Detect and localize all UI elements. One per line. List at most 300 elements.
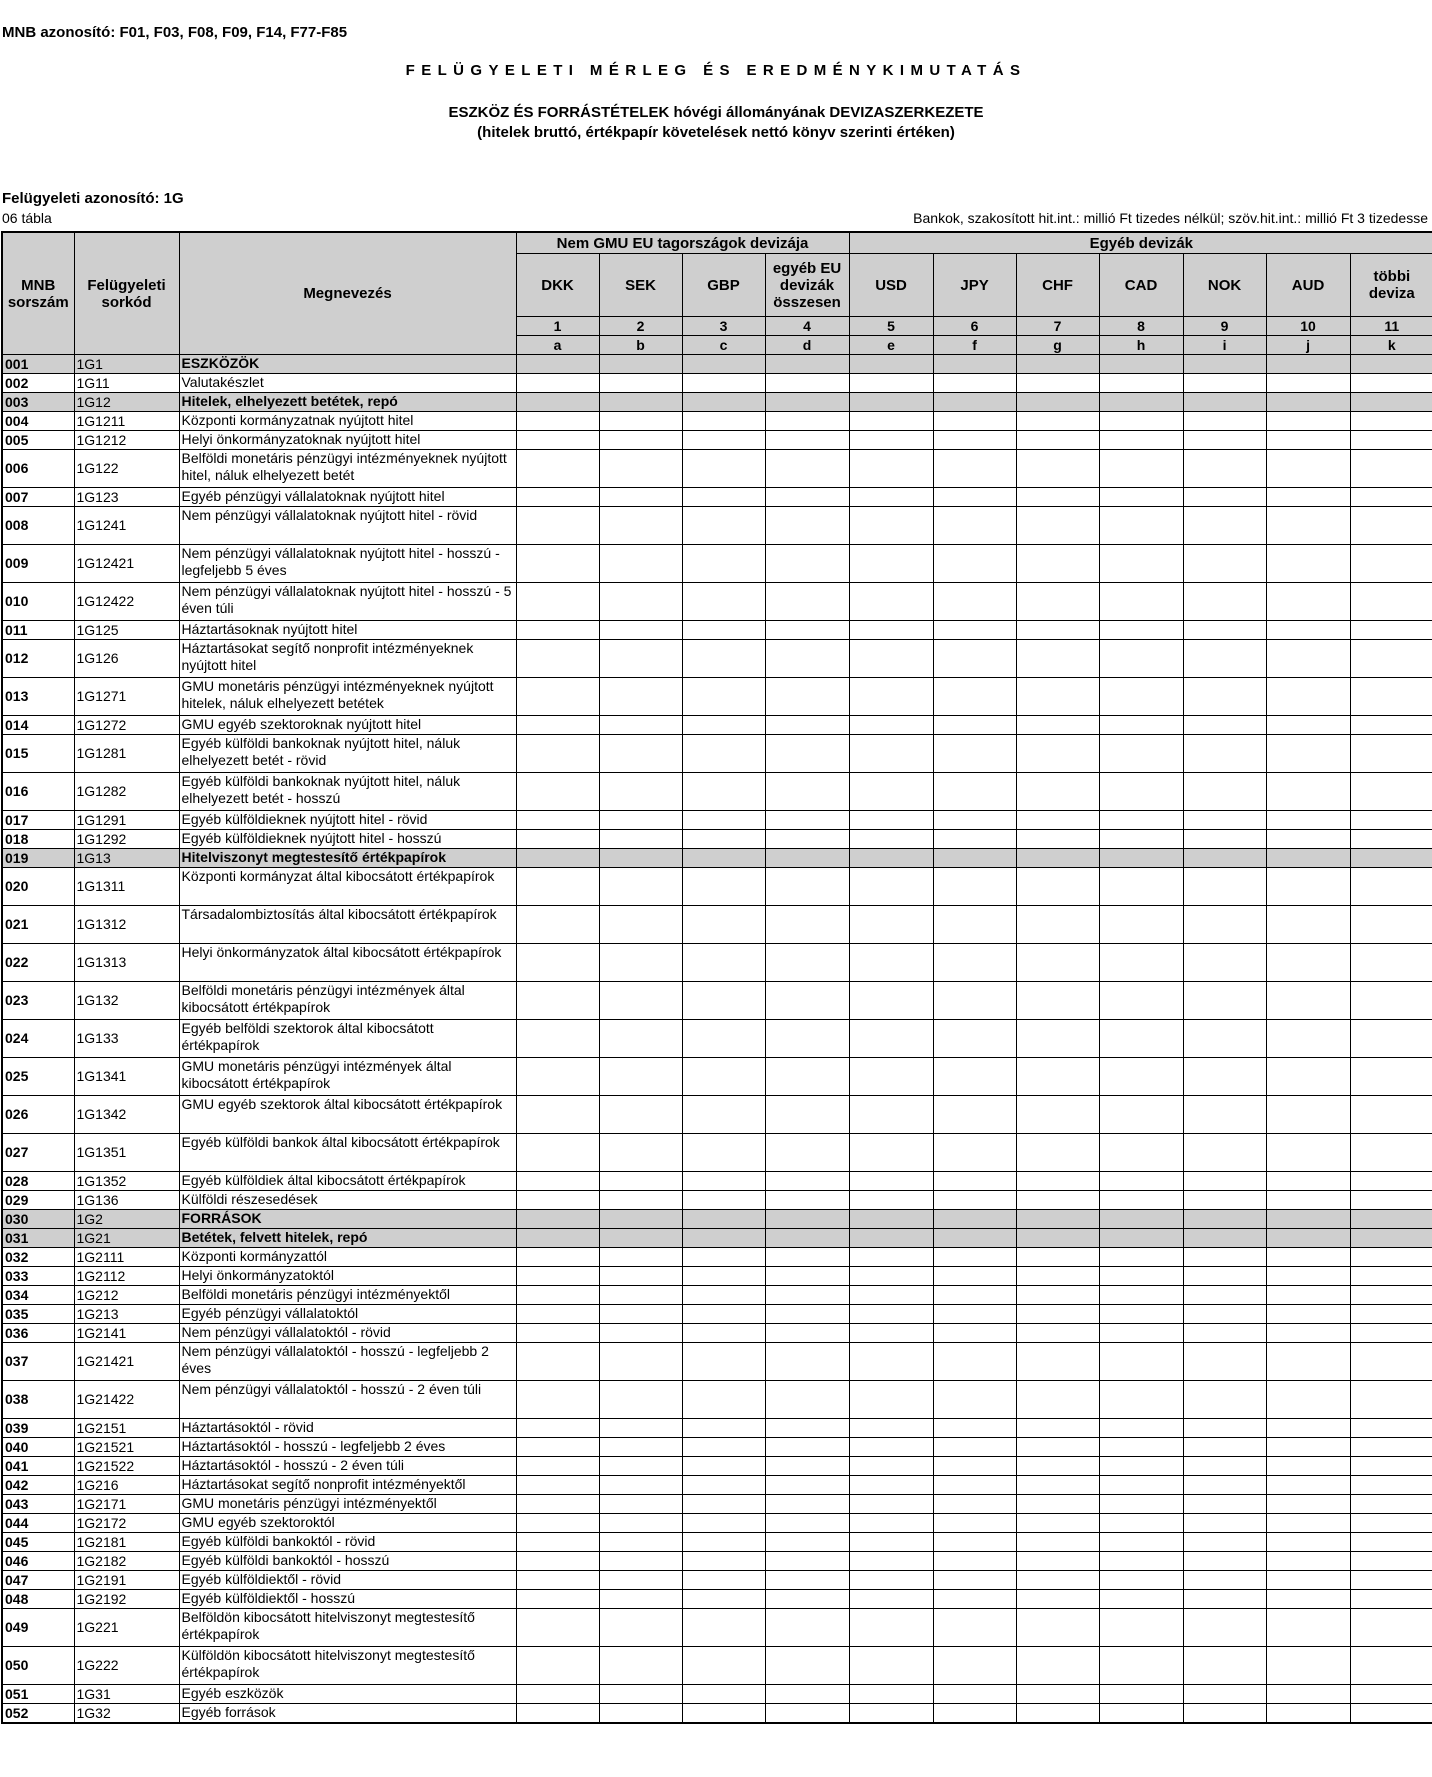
value-cell[interactable] — [1266, 773, 1350, 811]
value-cell[interactable] — [1016, 1324, 1099, 1343]
value-cell[interactable] — [1266, 1533, 1350, 1552]
value-cell[interactable] — [1016, 1609, 1099, 1647]
value-cell[interactable] — [765, 773, 849, 811]
value-cell[interactable] — [1183, 1476, 1266, 1495]
value-cell[interactable] — [1350, 1685, 1432, 1704]
value-cell[interactable] — [1016, 1514, 1099, 1533]
value-cell[interactable] — [1183, 1248, 1266, 1267]
value-cell[interactable] — [599, 830, 682, 849]
value-cell[interactable] — [599, 621, 682, 640]
value-cell[interactable] — [933, 1343, 1016, 1381]
value-cell[interactable] — [849, 374, 933, 393]
value-cell[interactable] — [1099, 1172, 1183, 1191]
value-cell[interactable] — [599, 393, 682, 412]
value-cell[interactable] — [682, 355, 765, 374]
value-cell[interactable] — [682, 412, 765, 431]
value-cell[interactable] — [599, 1267, 682, 1286]
value-cell[interactable] — [1266, 1324, 1350, 1343]
value-cell[interactable] — [1016, 355, 1099, 374]
value-cell[interactable] — [849, 1495, 933, 1514]
value-cell[interactable] — [933, 1286, 1016, 1305]
value-cell[interactable] — [599, 906, 682, 944]
value-cell[interactable] — [1266, 830, 1350, 849]
value-cell[interactable] — [1016, 1343, 1099, 1381]
value-cell[interactable] — [516, 1191, 599, 1210]
value-cell[interactable] — [765, 1609, 849, 1647]
value-cell[interactable] — [1266, 488, 1350, 507]
value-cell[interactable] — [516, 621, 599, 640]
value-cell[interactable] — [682, 1552, 765, 1571]
value-cell[interactable] — [599, 1571, 682, 1590]
value-cell[interactable] — [1266, 1343, 1350, 1381]
value-cell[interactable] — [765, 906, 849, 944]
value-cell[interactable] — [682, 431, 765, 450]
value-cell[interactable] — [1016, 1020, 1099, 1058]
value-cell[interactable] — [599, 1172, 682, 1191]
value-cell[interactable] — [1266, 1419, 1350, 1438]
value-cell[interactable] — [1016, 1704, 1099, 1724]
value-cell[interactable] — [933, 982, 1016, 1020]
value-cell[interactable] — [1266, 450, 1350, 488]
value-cell[interactable] — [682, 1248, 765, 1267]
value-cell[interactable] — [933, 1020, 1016, 1058]
value-cell[interactable] — [765, 393, 849, 412]
value-cell[interactable] — [516, 1552, 599, 1571]
value-cell[interactable] — [1183, 1343, 1266, 1381]
value-cell[interactable] — [1183, 1571, 1266, 1590]
value-cell[interactable] — [1016, 545, 1099, 583]
value-cell[interactable] — [1350, 1267, 1432, 1286]
value-cell[interactable] — [849, 982, 933, 1020]
value-cell[interactable] — [765, 640, 849, 678]
value-cell[interactable] — [682, 393, 765, 412]
value-cell[interactable] — [1350, 1438, 1432, 1457]
value-cell[interactable] — [516, 545, 599, 583]
value-cell[interactable] — [1350, 678, 1432, 716]
value-cell[interactable] — [682, 944, 765, 982]
value-cell[interactable] — [1016, 1210, 1099, 1229]
value-cell[interactable] — [1016, 412, 1099, 431]
value-cell[interactable] — [682, 1267, 765, 1286]
value-cell[interactable] — [1350, 1210, 1432, 1229]
value-cell[interactable] — [599, 355, 682, 374]
value-cell[interactable] — [765, 1457, 849, 1476]
value-cell[interactable] — [599, 982, 682, 1020]
value-cell[interactable] — [682, 1609, 765, 1647]
value-cell[interactable] — [1350, 1609, 1432, 1647]
value-cell[interactable] — [849, 1305, 933, 1324]
value-cell[interactable] — [1183, 1438, 1266, 1457]
value-cell[interactable] — [933, 1305, 1016, 1324]
value-cell[interactable] — [933, 1058, 1016, 1096]
value-cell[interactable] — [682, 507, 765, 545]
value-cell[interactable] — [933, 1191, 1016, 1210]
value-cell[interactable] — [1183, 868, 1266, 906]
value-cell[interactable] — [765, 1305, 849, 1324]
value-cell[interactable] — [682, 716, 765, 735]
value-cell[interactable] — [599, 1476, 682, 1495]
value-cell[interactable] — [599, 1495, 682, 1514]
value-cell[interactable] — [849, 1381, 933, 1419]
value-cell[interactable] — [1350, 1647, 1432, 1685]
value-cell[interactable] — [1016, 1571, 1099, 1590]
value-cell[interactable] — [516, 1438, 599, 1457]
value-cell[interactable] — [765, 982, 849, 1020]
value-cell[interactable] — [682, 1533, 765, 1552]
value-cell[interactable] — [849, 507, 933, 545]
value-cell[interactable] — [933, 1381, 1016, 1419]
value-cell[interactable] — [849, 1020, 933, 1058]
value-cell[interactable] — [1183, 1419, 1266, 1438]
value-cell[interactable] — [516, 678, 599, 716]
value-cell[interactable] — [1016, 1590, 1099, 1609]
value-cell[interactable] — [516, 355, 599, 374]
value-cell[interactable] — [599, 545, 682, 583]
value-cell[interactable] — [1183, 431, 1266, 450]
value-cell[interactable] — [1099, 1514, 1183, 1533]
value-cell[interactable] — [516, 393, 599, 412]
value-cell[interactable] — [1183, 1514, 1266, 1533]
value-cell[interactable] — [1099, 1457, 1183, 1476]
value-cell[interactable] — [765, 507, 849, 545]
value-cell[interactable] — [516, 1229, 599, 1248]
value-cell[interactable] — [933, 583, 1016, 621]
value-cell[interactable] — [765, 1685, 849, 1704]
value-cell[interactable] — [933, 1134, 1016, 1172]
value-cell[interactable] — [849, 735, 933, 773]
value-cell[interactable] — [1350, 621, 1432, 640]
value-cell[interactable] — [599, 431, 682, 450]
value-cell[interactable] — [1183, 355, 1266, 374]
value-cell[interactable] — [516, 1476, 599, 1495]
value-cell[interactable] — [1183, 1324, 1266, 1343]
value-cell[interactable] — [1099, 374, 1183, 393]
value-cell[interactable] — [1350, 1248, 1432, 1267]
value-cell[interactable] — [1016, 583, 1099, 621]
value-cell[interactable] — [1266, 1609, 1350, 1647]
value-cell[interactable] — [1099, 1324, 1183, 1343]
value-cell[interactable] — [1266, 374, 1350, 393]
value-cell[interactable] — [765, 1476, 849, 1495]
value-cell[interactable] — [1350, 583, 1432, 621]
value-cell[interactable] — [1099, 1191, 1183, 1210]
value-cell[interactable] — [1350, 1381, 1432, 1419]
value-cell[interactable] — [599, 412, 682, 431]
value-cell[interactable] — [1016, 640, 1099, 678]
value-cell[interactable] — [1350, 849, 1432, 868]
value-cell[interactable] — [1099, 1210, 1183, 1229]
value-cell[interactable] — [1016, 1381, 1099, 1419]
value-cell[interactable] — [1099, 1685, 1183, 1704]
value-cell[interactable] — [516, 1514, 599, 1533]
value-cell[interactable] — [516, 1267, 599, 1286]
value-cell[interactable] — [516, 773, 599, 811]
value-cell[interactable] — [1016, 944, 1099, 982]
value-cell[interactable] — [1016, 1191, 1099, 1210]
value-cell[interactable] — [682, 678, 765, 716]
value-cell[interactable] — [1099, 431, 1183, 450]
value-cell[interactable] — [1266, 716, 1350, 735]
value-cell[interactable] — [933, 1533, 1016, 1552]
value-cell[interactable] — [516, 1172, 599, 1191]
value-cell[interactable] — [682, 735, 765, 773]
value-cell[interactable] — [1099, 488, 1183, 507]
value-cell[interactable] — [933, 716, 1016, 735]
value-cell[interactable] — [1183, 507, 1266, 545]
value-cell[interactable] — [1183, 1267, 1266, 1286]
value-cell[interactable] — [516, 868, 599, 906]
value-cell[interactable] — [849, 1248, 933, 1267]
value-cell[interactable] — [1016, 1286, 1099, 1305]
value-cell[interactable] — [682, 1058, 765, 1096]
value-cell[interactable] — [765, 944, 849, 982]
value-cell[interactable] — [1183, 1305, 1266, 1324]
value-cell[interactable] — [765, 1134, 849, 1172]
value-cell[interactable] — [1350, 1305, 1432, 1324]
value-cell[interactable] — [516, 1457, 599, 1476]
value-cell[interactable] — [765, 1533, 849, 1552]
value-cell[interactable] — [1350, 640, 1432, 678]
value-cell[interactable] — [1350, 1495, 1432, 1514]
value-cell[interactable] — [682, 621, 765, 640]
value-cell[interactable] — [1016, 507, 1099, 545]
value-cell[interactable] — [1350, 1172, 1432, 1191]
value-cell[interactable] — [682, 1191, 765, 1210]
value-cell[interactable] — [849, 450, 933, 488]
value-cell[interactable] — [516, 1248, 599, 1267]
value-cell[interactable] — [933, 1552, 1016, 1571]
value-cell[interactable] — [516, 1305, 599, 1324]
value-cell[interactable] — [1099, 1381, 1183, 1419]
value-cell[interactable] — [599, 1457, 682, 1476]
value-cell[interactable] — [599, 1552, 682, 1571]
value-cell[interactable] — [599, 1438, 682, 1457]
value-cell[interactable] — [1016, 431, 1099, 450]
value-cell[interactable] — [1266, 1552, 1350, 1571]
value-cell[interactable] — [1183, 1704, 1266, 1724]
value-cell[interactable] — [599, 1134, 682, 1172]
value-cell[interactable] — [1183, 1172, 1266, 1191]
value-cell[interactable] — [1099, 1419, 1183, 1438]
value-cell[interactable] — [599, 1096, 682, 1134]
value-cell[interactable] — [599, 868, 682, 906]
value-cell[interactable] — [1016, 1267, 1099, 1286]
value-cell[interactable] — [516, 1381, 599, 1419]
value-cell[interactable] — [1350, 944, 1432, 982]
value-cell[interactable] — [933, 488, 1016, 507]
value-cell[interactable] — [849, 678, 933, 716]
value-cell[interactable] — [849, 1438, 933, 1457]
value-cell[interactable] — [765, 450, 849, 488]
value-cell[interactable] — [765, 355, 849, 374]
value-cell[interactable] — [1016, 773, 1099, 811]
value-cell[interactable] — [1350, 868, 1432, 906]
value-cell[interactable] — [682, 773, 765, 811]
value-cell[interactable] — [1016, 1248, 1099, 1267]
value-cell[interactable] — [1266, 1514, 1350, 1533]
value-cell[interactable] — [765, 1571, 849, 1590]
value-cell[interactable] — [1350, 1590, 1432, 1609]
value-cell[interactable] — [1099, 1438, 1183, 1457]
value-cell[interactable] — [765, 678, 849, 716]
value-cell[interactable] — [933, 507, 1016, 545]
value-cell[interactable] — [1016, 1305, 1099, 1324]
value-cell[interactable] — [1099, 1343, 1183, 1381]
value-cell[interactable] — [765, 374, 849, 393]
value-cell[interactable] — [849, 583, 933, 621]
value-cell[interactable] — [1183, 1096, 1266, 1134]
value-cell[interactable] — [1183, 1457, 1266, 1476]
value-cell[interactable] — [1266, 640, 1350, 678]
value-cell[interactable] — [516, 1571, 599, 1590]
value-cell[interactable] — [1183, 1609, 1266, 1647]
value-cell[interactable] — [1350, 374, 1432, 393]
value-cell[interactable] — [599, 944, 682, 982]
value-cell[interactable] — [599, 1419, 682, 1438]
value-cell[interactable] — [1183, 545, 1266, 583]
value-cell[interactable] — [599, 1248, 682, 1267]
value-cell[interactable] — [1016, 811, 1099, 830]
value-cell[interactable] — [933, 450, 1016, 488]
value-cell[interactable] — [516, 431, 599, 450]
value-cell[interactable] — [1350, 507, 1432, 545]
value-cell[interactable] — [682, 1419, 765, 1438]
value-cell[interactable] — [1266, 1134, 1350, 1172]
value-cell[interactable] — [765, 1248, 849, 1267]
value-cell[interactable] — [1350, 1571, 1432, 1590]
value-cell[interactable] — [516, 849, 599, 868]
value-cell[interactable] — [765, 621, 849, 640]
value-cell[interactable] — [1099, 1286, 1183, 1305]
value-cell[interactable] — [682, 830, 765, 849]
value-cell[interactable] — [682, 982, 765, 1020]
value-cell[interactable] — [1099, 450, 1183, 488]
value-cell[interactable] — [599, 1229, 682, 1248]
value-cell[interactable] — [1183, 1647, 1266, 1685]
value-cell[interactable] — [1183, 1191, 1266, 1210]
value-cell[interactable] — [1350, 450, 1432, 488]
value-cell[interactable] — [849, 1704, 933, 1724]
value-cell[interactable] — [1350, 1058, 1432, 1096]
value-cell[interactable] — [599, 1647, 682, 1685]
value-cell[interactable] — [765, 412, 849, 431]
value-cell[interactable] — [682, 1685, 765, 1704]
value-cell[interactable] — [1266, 982, 1350, 1020]
value-cell[interactable] — [682, 849, 765, 868]
value-cell[interactable] — [1099, 1248, 1183, 1267]
value-cell[interactable] — [599, 1514, 682, 1533]
value-cell[interactable] — [765, 1229, 849, 1248]
value-cell[interactable] — [765, 811, 849, 830]
value-cell[interactable] — [933, 1685, 1016, 1704]
value-cell[interactable] — [682, 1305, 765, 1324]
value-cell[interactable] — [849, 621, 933, 640]
value-cell[interactable] — [682, 1286, 765, 1305]
value-cell[interactable] — [849, 488, 933, 507]
value-cell[interactable] — [1016, 1533, 1099, 1552]
value-cell[interactable] — [516, 1096, 599, 1134]
value-cell[interactable] — [849, 849, 933, 868]
value-cell[interactable] — [849, 1286, 933, 1305]
value-cell[interactable] — [1350, 1134, 1432, 1172]
value-cell[interactable] — [1350, 1457, 1432, 1476]
value-cell[interactable] — [1099, 1229, 1183, 1248]
value-cell[interactable] — [849, 355, 933, 374]
value-cell[interactable] — [1099, 1495, 1183, 1514]
value-cell[interactable] — [1266, 1495, 1350, 1514]
value-cell[interactable] — [599, 1590, 682, 1609]
value-cell[interactable] — [849, 944, 933, 982]
value-cell[interactable] — [682, 583, 765, 621]
value-cell[interactable] — [849, 545, 933, 583]
value-cell[interactable] — [933, 1476, 1016, 1495]
value-cell[interactable] — [1183, 1552, 1266, 1571]
value-cell[interactable] — [682, 374, 765, 393]
value-cell[interactable] — [849, 1533, 933, 1552]
value-cell[interactable] — [599, 1609, 682, 1647]
value-cell[interactable] — [1183, 583, 1266, 621]
value-cell[interactable] — [1350, 545, 1432, 583]
value-cell[interactable] — [682, 1343, 765, 1381]
value-cell[interactable] — [1099, 1647, 1183, 1685]
value-cell[interactable] — [849, 716, 933, 735]
value-cell[interactable] — [599, 1324, 682, 1343]
value-cell[interactable] — [1016, 1647, 1099, 1685]
value-cell[interactable] — [599, 507, 682, 545]
value-cell[interactable] — [516, 982, 599, 1020]
value-cell[interactable] — [933, 868, 1016, 906]
value-cell[interactable] — [1099, 906, 1183, 944]
value-cell[interactable] — [1099, 773, 1183, 811]
value-cell[interactable] — [682, 811, 765, 830]
value-cell[interactable] — [682, 1438, 765, 1457]
value-cell[interactable] — [933, 1210, 1016, 1229]
value-cell[interactable] — [849, 868, 933, 906]
value-cell[interactable] — [1266, 1438, 1350, 1457]
value-cell[interactable] — [599, 735, 682, 773]
value-cell[interactable] — [933, 1267, 1016, 1286]
value-cell[interactable] — [599, 849, 682, 868]
value-cell[interactable] — [1183, 830, 1266, 849]
value-cell[interactable] — [1266, 431, 1350, 450]
value-cell[interactable] — [1350, 412, 1432, 431]
value-cell[interactable] — [682, 450, 765, 488]
value-cell[interactable] — [682, 1495, 765, 1514]
value-cell[interactable] — [1266, 811, 1350, 830]
value-cell[interactable] — [682, 1229, 765, 1248]
value-cell[interactable] — [849, 393, 933, 412]
value-cell[interactable] — [1099, 1476, 1183, 1495]
value-cell[interactable] — [849, 1590, 933, 1609]
value-cell[interactable] — [933, 1096, 1016, 1134]
value-cell[interactable] — [849, 1514, 933, 1533]
value-cell[interactable] — [1183, 374, 1266, 393]
value-cell[interactable] — [1016, 849, 1099, 868]
value-cell[interactable] — [1350, 1191, 1432, 1210]
value-cell[interactable] — [516, 811, 599, 830]
value-cell[interactable] — [1350, 773, 1432, 811]
value-cell[interactable] — [682, 1476, 765, 1495]
value-cell[interactable] — [933, 1419, 1016, 1438]
value-cell[interactable] — [849, 1191, 933, 1210]
value-cell[interactable] — [1266, 1172, 1350, 1191]
value-cell[interactable] — [933, 1590, 1016, 1609]
value-cell[interactable] — [1099, 735, 1183, 773]
value-cell[interactable] — [1099, 678, 1183, 716]
value-cell[interactable] — [1016, 1438, 1099, 1457]
value-cell[interactable] — [1350, 716, 1432, 735]
value-cell[interactable] — [1016, 488, 1099, 507]
